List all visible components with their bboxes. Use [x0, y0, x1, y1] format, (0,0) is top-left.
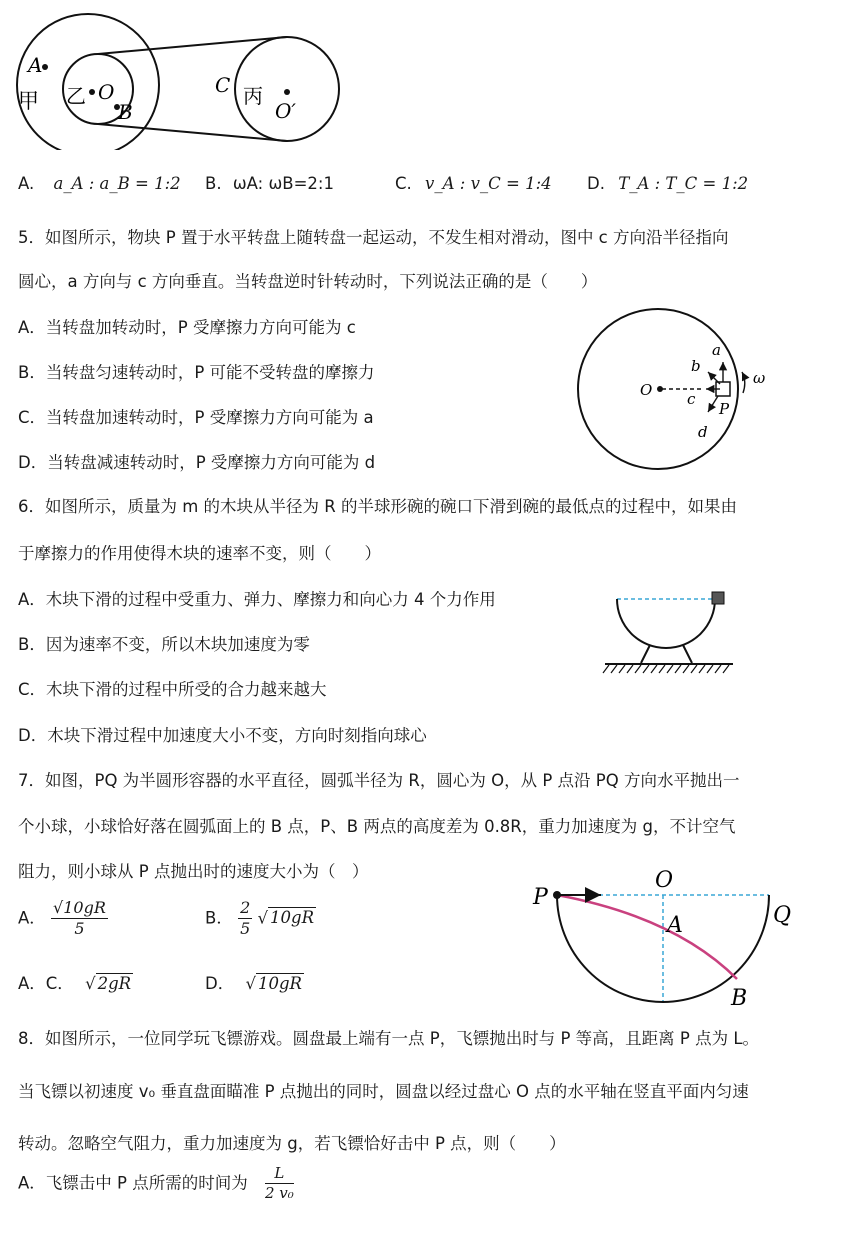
label-bing: 丙: [243, 84, 263, 108]
q5-option-d[interactable]: D．当转盘减速转动时，P 受摩擦力方向可能为 d: [18, 453, 376, 472]
q4-option-a-text: a_A : a_B = 1:2: [53, 174, 181, 193]
q7-option-a-fraction: [51, 900, 108, 937]
label-b: b: [691, 357, 701, 375]
label-c: c: [687, 390, 696, 408]
label-O: O: [640, 381, 653, 399]
q7-option-d[interactable]: D． √ 10gR: [205, 974, 302, 993]
q8-option-a-fraction: [265, 1166, 294, 1201]
q7-stem-line2: 个小球，小球恰好落在圆弧面上的 B 点，P、B 两点的高度差为 0.8R，重力加速度为 g，不计空气: [18, 817, 736, 836]
point-A-dot: [42, 64, 48, 70]
bowl-figure: [595, 585, 745, 685]
wood-block: [712, 592, 724, 604]
q7-option-d-radicand: 10gR: [257, 974, 302, 993]
point-O2-dot: [284, 89, 290, 95]
label-P: P: [719, 400, 730, 418]
q6-option-a[interactable]: A．木块下滑的过程中受重力、弹力、摩擦力和向心力 4 个力作用: [18, 590, 496, 609]
q7-stem-line1: 7．如图，PQ 为半圆形容器的水平直径，圆弧半径为 R，圆心为 O，从 P 点沿 PQ 方向水平抛出一: [18, 771, 740, 790]
pulley-figure: [0, 0, 360, 150]
q7-option-c[interactable]: A．C． √ 2gR: [18, 974, 132, 993]
q5-stem-line2: 圆心，a 方向与 c 方向垂直。当转盘逆时针转动时，下列说法正确的是（ ）: [18, 272, 598, 291]
q8-option-a-denominator: 2 v₀: [264, 1184, 294, 1202]
q4-option-a-letter: A.: [18, 174, 35, 193]
label-O: O: [655, 868, 674, 893]
q8-option-a-text: A．飞镖击中 P 点所需的时间为: [18, 1173, 248, 1193]
q4-option-b[interactable]: [205, 176, 334, 193]
q5-stem-line1: 5．如图所示，物块 P 置于水平转盘上随转盘一起运动，不发生相对滑动，图中 c 方向沿半径指向: [18, 228, 729, 247]
q7-stem-line3: 阻力，则小球从 P 点抛出时的速度大小为（ ）: [18, 862, 369, 881]
q6-option-b[interactable]: B．因为速率不变，所以木块加速度为零: [18, 635, 310, 654]
q4-option-a[interactable]: [18, 176, 181, 193]
q8-stem-line3: 转动。忽略空气阻力，重力加速度为 g，若飞镖恰好击中 P 点，则（ ）: [18, 1134, 566, 1153]
q6-stem-line1: 6．如图所示，质量为 m 的木块从半径为 R 的半球形碗的碗口下滑到碗的最低点的过程中，如果由: [18, 497, 738, 516]
q4-option-c[interactable]: [395, 176, 552, 193]
wheel-jia: [17, 14, 159, 150]
q7-option-c-radicand: 2gR: [97, 974, 132, 993]
q7-option-a-letter: A．: [18, 908, 46, 928]
q4-option-b-letter: B.: [205, 174, 222, 193]
label-P: P: [533, 885, 548, 910]
q7-option-c-letter: A．C．: [18, 974, 74, 993]
label-A: A: [28, 53, 43, 77]
q6-option-d[interactable]: D．木块下滑过程中加速度大小不变，方向时刻指向球心: [18, 726, 427, 745]
ground-hatch: [603, 665, 729, 673]
label-C: C: [215, 73, 231, 97]
q6-stem-line2: 于摩擦力的作用使得木块的速率不变，则（ ）: [18, 544, 381, 563]
q8-option-a-numerator: L: [265, 1166, 294, 1184]
arrow-d: [708, 396, 718, 412]
q7-option-a-numerator: √10gR: [53, 898, 106, 917]
omega-arrow: [742, 372, 745, 393]
q4-option-b-text: ωA: ωB=2:1: [232, 174, 334, 193]
q7-option-b-fraction: [238, 900, 252, 937]
q4-option-d[interactable]: [587, 176, 748, 193]
q8-stem-line2: 当飞镖以初速度 v₀ 垂直盘面瞄准 P 点抛出的同时，圆盘以经过盘心 O 点的水平轴在竖直平面内匀速: [18, 1082, 749, 1101]
q7-option-a[interactable]: [18, 900, 108, 937]
label-Q: Q: [773, 903, 792, 928]
label-B: B: [731, 986, 748, 1011]
label-O: O: [98, 80, 115, 104]
arrow-b: [708, 372, 720, 384]
point-O-dot: [89, 89, 95, 95]
bowl-body: [617, 599, 715, 648]
semicircle-figure: [525, 862, 805, 1012]
q6-option-c[interactable]: C．木块下滑的过程中所受的合力越来越大: [18, 680, 327, 699]
label-O2: O′: [275, 99, 296, 123]
label-d: d: [698, 423, 708, 441]
q7-option-b-letter: B．: [205, 908, 233, 928]
q7-option-b-radicand: 10gR: [270, 908, 315, 928]
label-yi: 乙: [66, 84, 86, 108]
q4-option-c-text: v_A : v_C = 1:4: [425, 174, 552, 193]
label-jia: 甲: [18, 89, 39, 113]
q7-option-d-letter: D．: [205, 974, 235, 993]
q5-option-b[interactable]: B．当转盘匀速转动时，P 可能不受转盘的摩擦力: [18, 363, 375, 382]
label-A: A: [667, 913, 683, 938]
label-a: a: [712, 341, 721, 359]
q4-option-d-letter: D.: [587, 174, 605, 193]
q7-option-a-denominator: 5: [74, 919, 85, 938]
q5-option-c[interactable]: C．当转盘加速转动时，P 受摩擦力方向可能为 a: [18, 408, 374, 427]
q7-option-b-numerator: 2: [240, 898, 251, 917]
q4-option-c-letter: C.: [395, 174, 412, 193]
label-B: B: [118, 100, 133, 124]
label-omega: ω: [753, 369, 766, 387]
q4-option-d-text: T_A : T_C = 1:2: [618, 174, 749, 193]
q8-stem-line1: 8．如图所示，一位同学玩飞镖游戏。圆盘最上端有一点 P，飞镖抛出时与 P 等高，且距离 P 点为 L。: [18, 1029, 760, 1048]
q7-option-b[interactable]: B． $\frac{2}{5}$ √ 10gR: [205, 898, 315, 938]
q8-option-a[interactable]: [18, 1166, 294, 1201]
turntable-figure: [570, 300, 810, 480]
q5-option-a[interactable]: A．当转盘加转动时，P 受摩擦力方向可能为 c: [18, 318, 356, 337]
q7-option-b-denominator: 5: [240, 919, 251, 938]
